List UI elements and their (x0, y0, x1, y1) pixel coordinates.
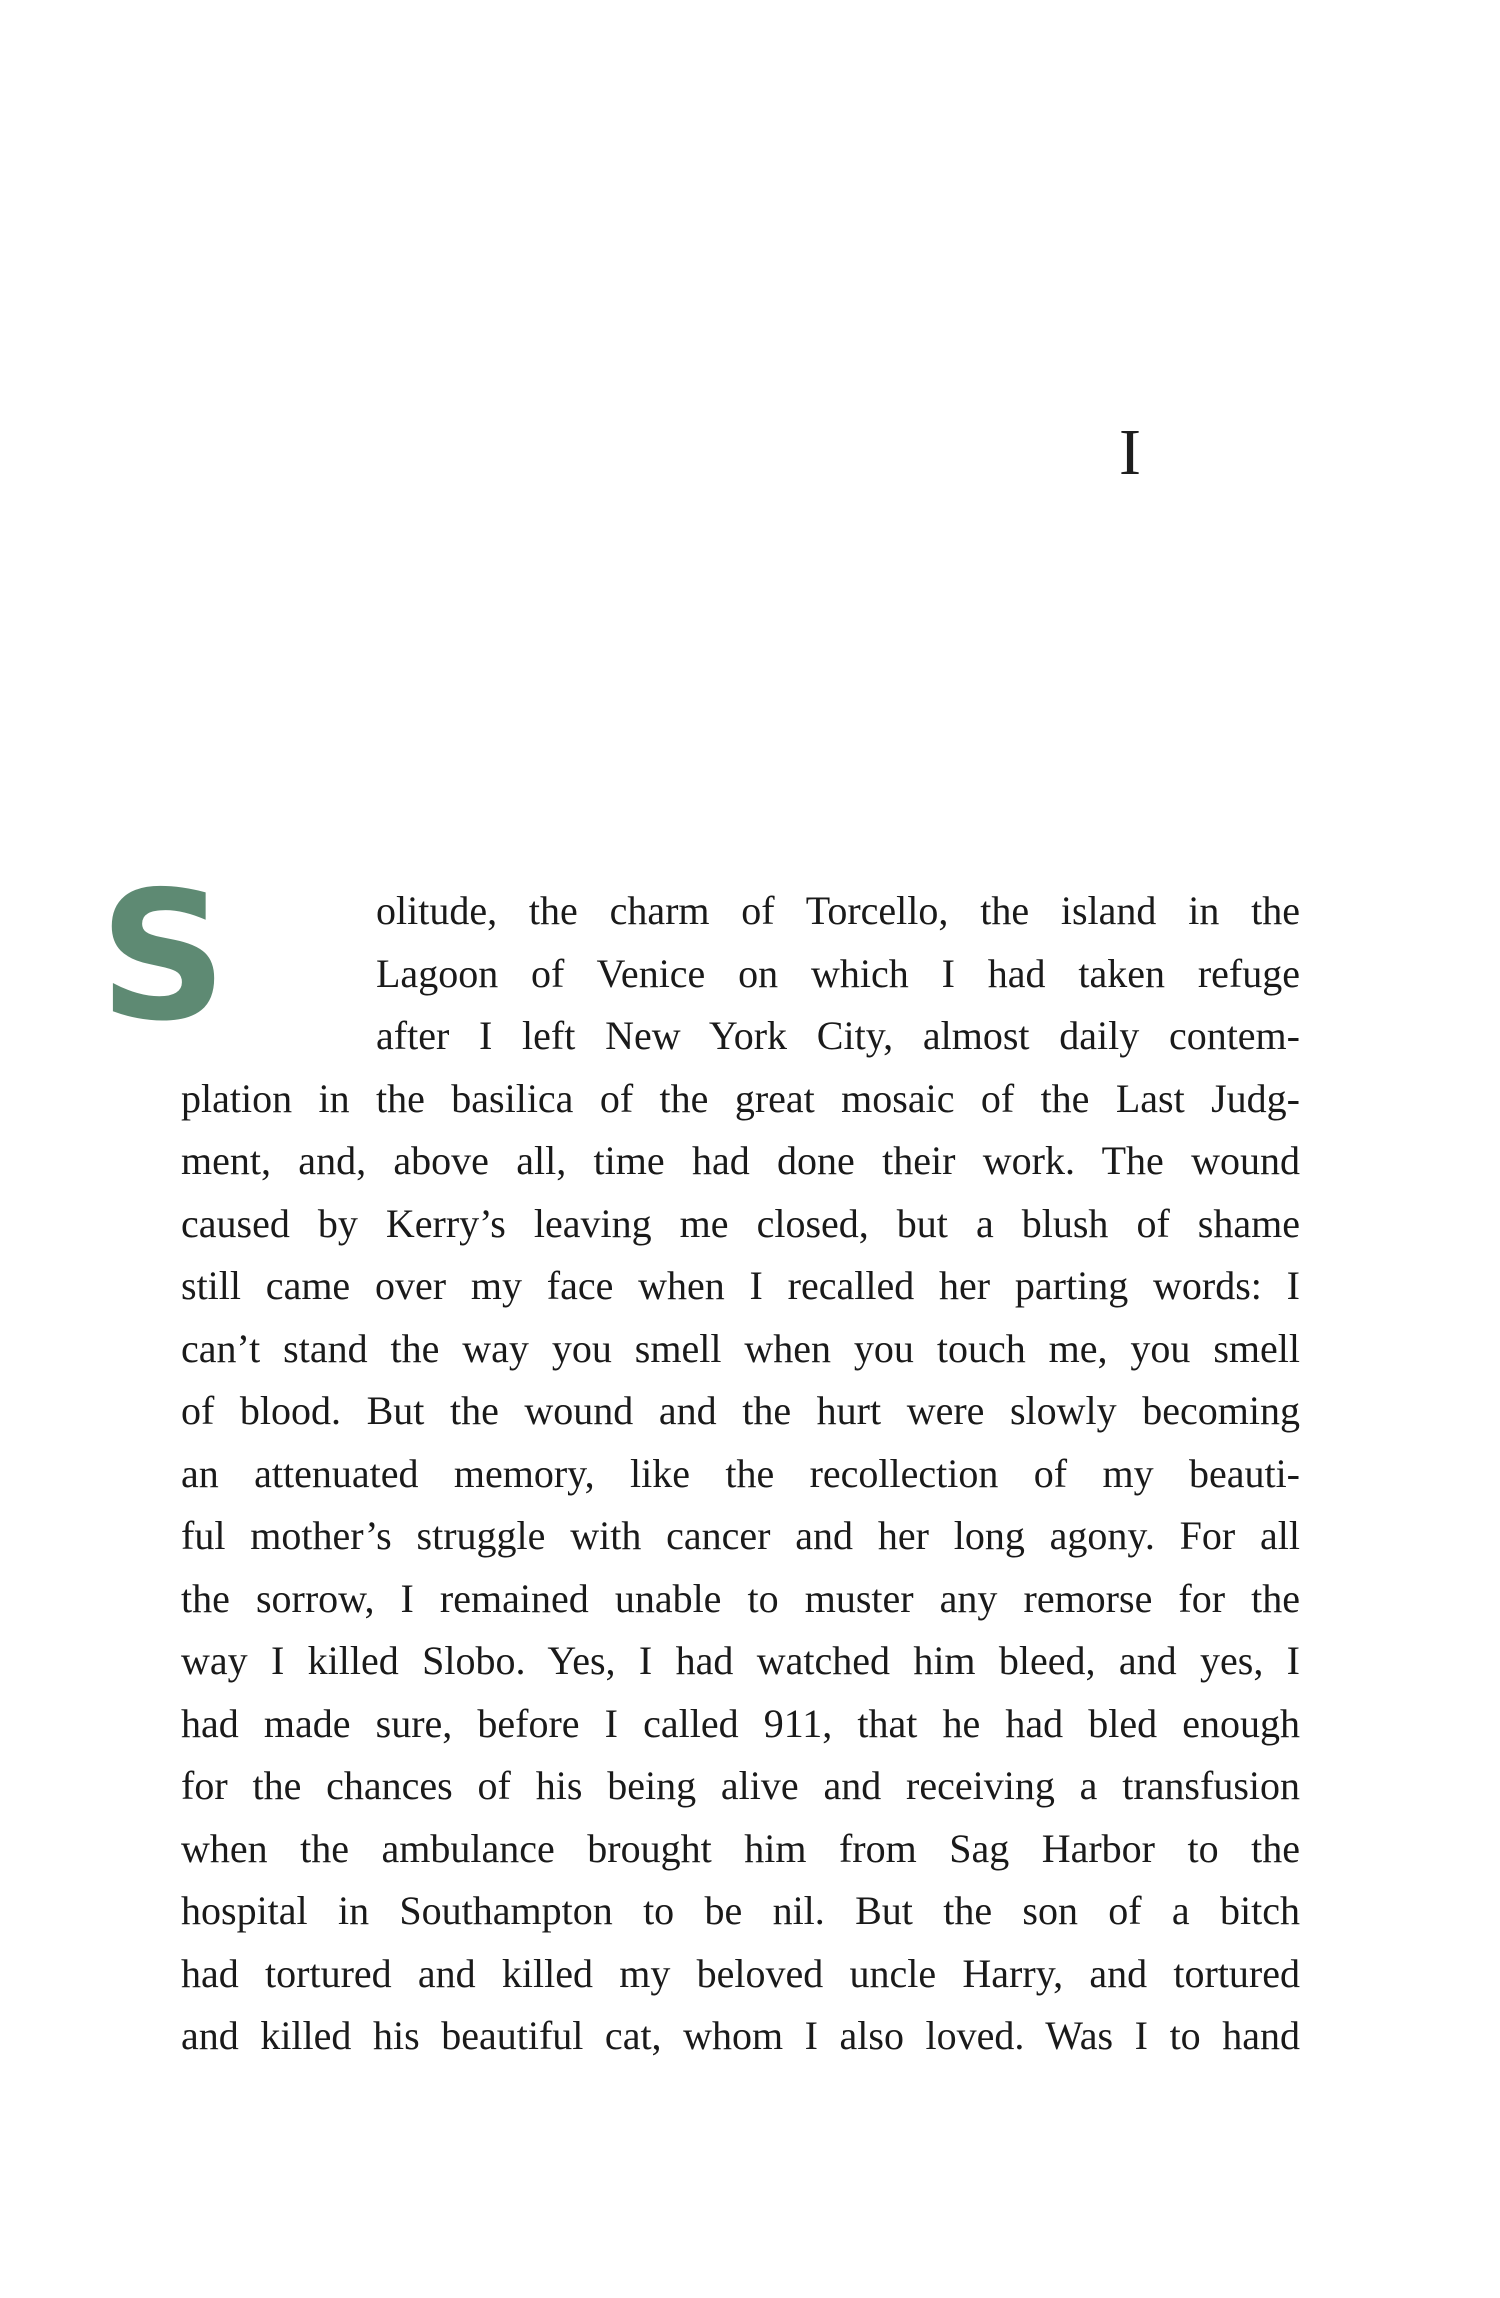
text-line: had tortured and killed my beloved uncle Harry, and tortured (181, 1950, 1300, 1996)
text-line: had made sure, before I called 911, that he had bled enough (181, 1700, 1300, 1746)
text-line: the sorrow, I remained unable to muster any remorse for the (181, 1575, 1300, 1621)
text-line: for the chances of his being alive and receiving a transfusion (181, 1763, 1300, 1808)
text-line: of blood. But the wound and the hurt were slowly becoming (181, 1388, 1300, 1433)
text-line: and killed his beautiful cat, whom I also loved. Was I to hand (181, 2013, 1300, 2058)
text-line: when the ambulance brought him from Sag Harbor to the (181, 1825, 1300, 1871)
text-line: way I killed Slobo. Yes, I had watched him bleed, and yes, I (181, 1638, 1300, 1683)
text-line: hospital in Southampton to be nil. But the son of a bitch (181, 1888, 1300, 1933)
text-line: after I left New York City, almost daily contem- (376, 1013, 1300, 1058)
text-line: can’t stand the way you smell when you touch me, you smell (181, 1325, 1300, 1371)
text-line: an attenuated memory, like the recollection of my beauti- (181, 1450, 1300, 1496)
text-line: olitude, the charm of Torcello, the island in the (376, 888, 1300, 933)
text-line: Lagoon of Venice on which I had taken refuge (376, 950, 1300, 996)
chapter-number: I (1119, 416, 1141, 489)
text-line: still came over my face when I recalled her parting words: I (181, 1263, 1300, 1308)
text-line: caused by Kerry’s leaving me closed, but a blush of shame (181, 1200, 1300, 1246)
text-line: ful mother’s struggle with cancer and her long agony. For all (181, 1513, 1300, 1558)
text-line: ment, and, above all, time had done their work. The wound (181, 1138, 1300, 1183)
drop-cap: S (99, 853, 228, 1060)
body-paragraph (181, 880, 1300, 2068)
text-line: plation in the basilica of the great mosaic of the Last Judg- (181, 1075, 1300, 1121)
